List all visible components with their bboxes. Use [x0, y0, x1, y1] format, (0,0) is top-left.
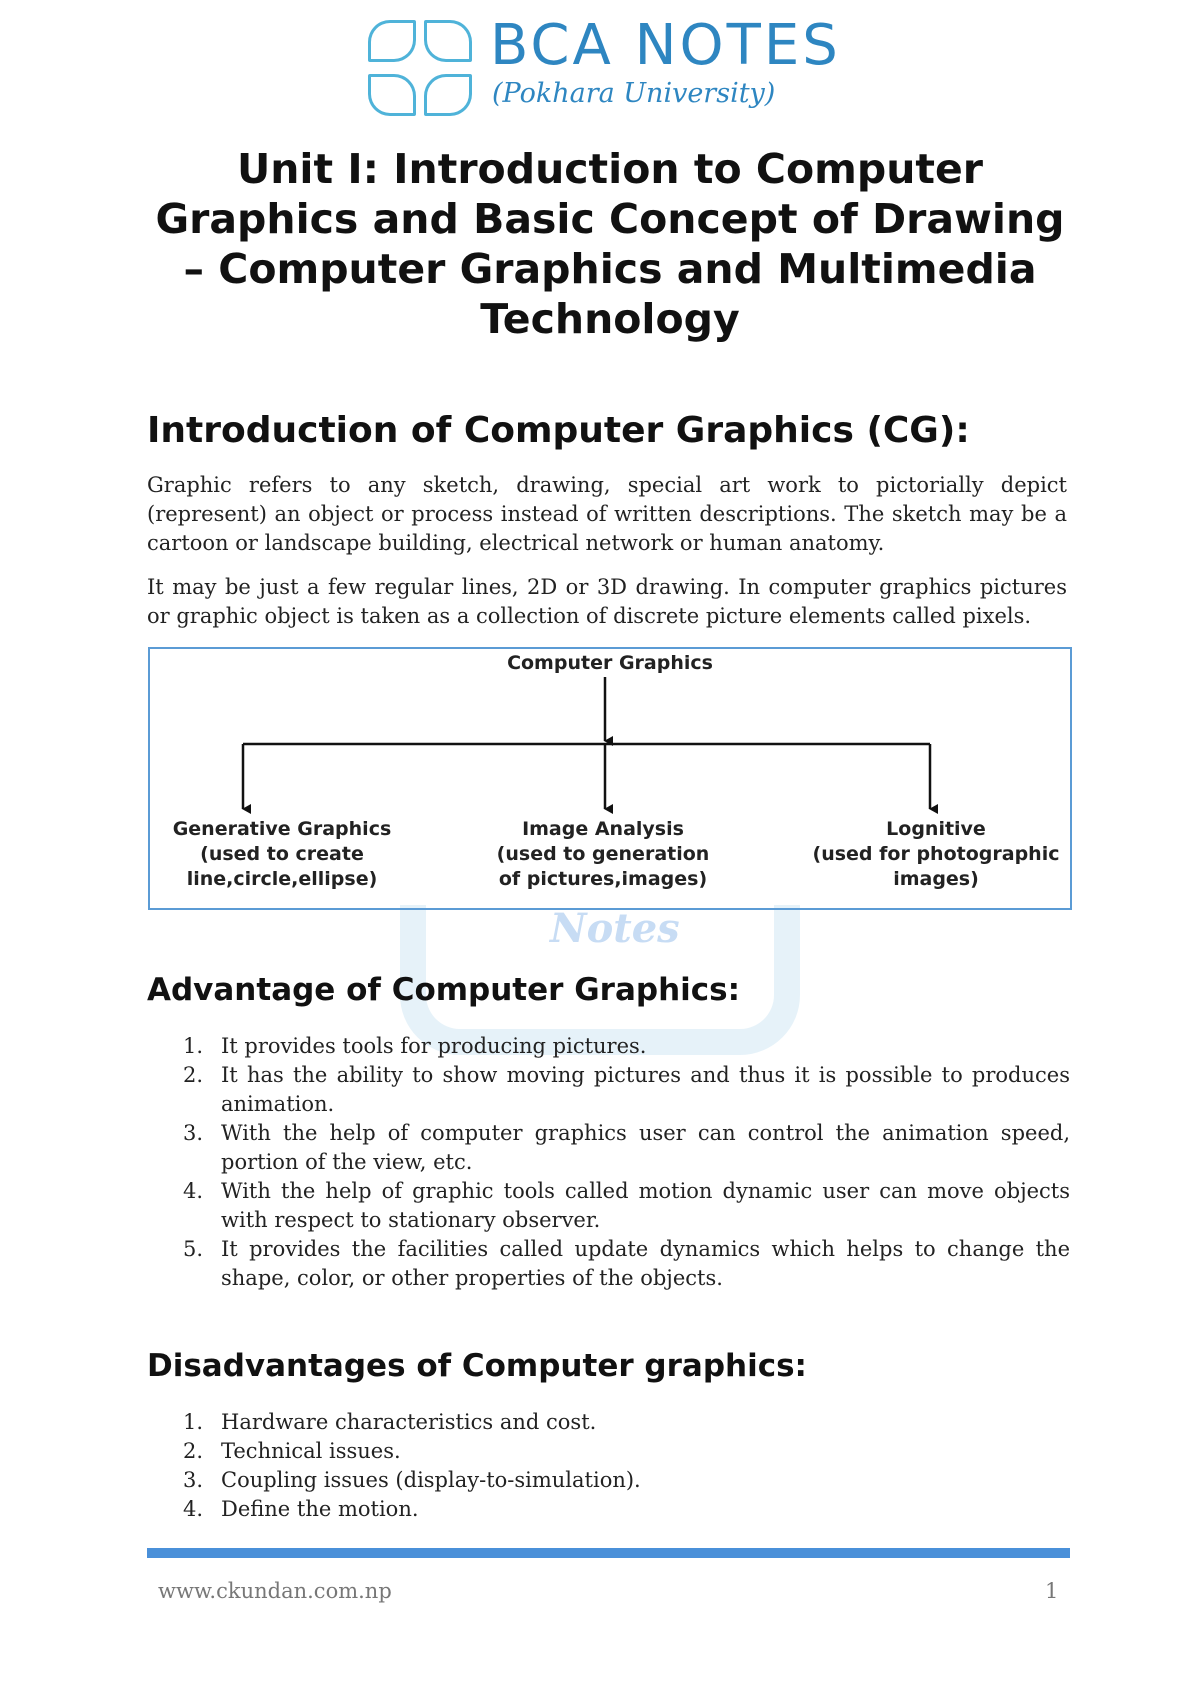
- advantages-heading: Advantage of Computer Graphics:: [147, 972, 740, 1008]
- list-item: [180, 1235, 1070, 1293]
- list-item: [180, 1177, 1070, 1235]
- footer-url[interactable]: www.ckundan.com.np: [158, 1579, 392, 1603]
- list-item: [180, 1495, 1070, 1524]
- intro-paragraph: Graphic refers to any sketch, drawing, special art work to pictorially depict (represent) an object or process instead of written descriptions. The sketch may be a cartoon or landscape building, electrical network or human anatomy.: [147, 473, 1067, 555]
- node-desc: line,circle,ellipse): [186, 868, 378, 890]
- list-text: It has the ability to show moving pictures and thus it is possible to produces animation.: [221, 1063, 1070, 1116]
- list-text: Coupling issues (display-to-simulation).: [221, 1468, 641, 1492]
- list-item: [180, 1061, 1070, 1119]
- list-number: 3.: [183, 1121, 204, 1145]
- diagram-node-generative: [152, 817, 412, 892]
- node-desc: (used to create: [200, 843, 364, 865]
- list-number: 1.: [183, 1034, 204, 1058]
- list-item: [180, 1466, 1070, 1495]
- node-desc: images): [893, 868, 979, 890]
- footer-divider: [147, 1548, 1070, 1558]
- list-number: 3.: [183, 1468, 204, 1492]
- logo-title: BCA NOTES: [490, 13, 841, 78]
- disadvantages-list: [180, 1408, 1070, 1524]
- node-desc: (used to generation: [496, 843, 710, 865]
- node-title: Lognitive: [886, 818, 986, 840]
- list-item: [180, 1408, 1070, 1437]
- list-text: Hardware characteristics and cost.: [221, 1410, 597, 1434]
- clover-logo-icon: [360, 16, 482, 122]
- intro-paragraph: It may be just a few regular lines, 2D or 3D drawing. In computer graphics pictures or graphic object is taken as a collection of discrete picture elements called pixels.: [147, 575, 1067, 628]
- list-text: It provides tools for producing pictures.: [221, 1034, 647, 1058]
- node-title: Generative Graphics: [172, 818, 392, 840]
- node-desc: (used for photographic: [812, 843, 1060, 865]
- list-number: 4.: [183, 1497, 204, 1521]
- list-text: Technical issues.: [221, 1439, 401, 1463]
- intro-heading: Introduction of Computer Graphics (CG):: [147, 410, 970, 451]
- list-number: 5.: [183, 1237, 204, 1261]
- list-item: [180, 1437, 1070, 1466]
- advantages-list: [180, 1032, 1070, 1293]
- diagram-node-image-analysis: [468, 817, 738, 892]
- disadvantages-heading: Disadvantages of Computer graphics:: [147, 1348, 807, 1384]
- list-text: With the help of computer graphics user can control the animation speed, portion of the view, etc.: [221, 1121, 1070, 1174]
- watermark-text: Notes: [550, 905, 680, 952]
- list-number: 4.: [183, 1179, 204, 1203]
- list-text: It provides the facilities called update dynamics which helps to change the shape, color, or other properties of the objects.: [221, 1237, 1070, 1290]
- list-text: Define the motion.: [221, 1497, 419, 1521]
- page-title: Unit I: Introduction to Computer Graphics and Basic Concept of Drawing – Computer Graphics and Multimedia Technology: [155, 145, 1065, 343]
- list-number: 2.: [183, 1439, 204, 1463]
- node-desc: of pictures,images): [498, 868, 708, 890]
- diagram-root-node: Computer Graphics: [507, 652, 713, 674]
- logo-subtitle: (Pokhara University): [492, 78, 776, 109]
- list-text: With the help of graphic tools called motion dynamic user can move objects with respect to stationary observer.: [221, 1179, 1070, 1232]
- diagram-node-lognitive: [802, 817, 1070, 892]
- list-item: [180, 1032, 1070, 1061]
- node-title: Image Analysis: [522, 818, 684, 840]
- cg-classification-diagram: [148, 647, 1072, 910]
- list-item: [180, 1119, 1070, 1177]
- page-number: 1: [1045, 1579, 1059, 1603]
- site-logo: [360, 14, 860, 124]
- list-number: 2.: [183, 1063, 204, 1087]
- list-number: 1.: [183, 1410, 204, 1434]
